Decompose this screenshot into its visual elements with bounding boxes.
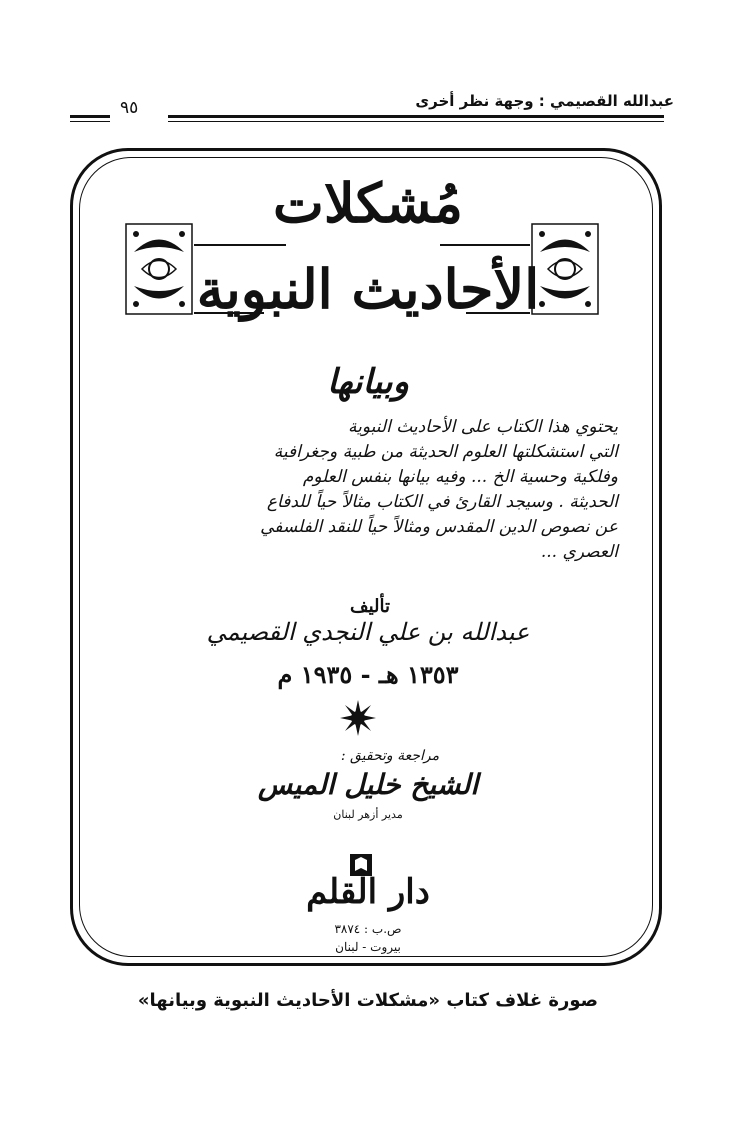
authorship-label: تأليف (349, 596, 391, 617)
reviewer-role: مدير أزهر لبنان (333, 808, 403, 821)
cover-title-line1: مُشكلات (273, 171, 463, 235)
reviewer-name: الشيخ خليل الميس (257, 768, 479, 801)
cover-description (100, 415, 618, 565)
description-line: العصري ... (540, 542, 618, 562)
header-rule-long (168, 115, 664, 118)
right-ornament-rule (440, 244, 530, 246)
star-ornament-icon (340, 700, 376, 736)
description-line: وفلكية وحسية الخ ... وفيه بيانها بنفس العلوم (302, 467, 618, 487)
header-rule-short (70, 115, 110, 118)
publisher-city: بيروت - لبنان (335, 940, 401, 954)
figure-caption: صورة غلاف كتاب «مشكلات الأحاديث النبوية وبيانها» (137, 990, 599, 1011)
cover-subtitle: وبيانها (327, 362, 409, 402)
cover-title-line2: الأحاديث النبوية (196, 257, 540, 321)
description-line: عن نصوص الدين المقدس ومثالاً حياً للنقد الفلسفي (260, 517, 618, 537)
publisher-po-box: ص.ب : ٣٨٧٤ (334, 922, 402, 936)
description-line: التي استشكلتها العلوم الحديثة من طبية وجغرافية (273, 442, 618, 462)
left-ornament-rule (194, 244, 286, 246)
header-rule-short-thin (70, 121, 110, 122)
description-line: يحتوي هذا الكتاب على الأحاديث النبوية (348, 417, 618, 437)
publisher-name: دار القلم (306, 872, 430, 912)
description-line: الحديثة . وسيجد القارئ في الكتاب مثالاً حياً للدفاع (266, 492, 618, 512)
page-number: ٩٥ (120, 98, 139, 118)
running-header-title: عبدالله القصيمي : وجهة نظر أخرى (415, 92, 674, 110)
publication-date: ١٣٥٣ هـ - ١٩٣٥ م (277, 660, 459, 689)
header-rule-long-thin (168, 121, 664, 122)
review-label: مراجعة وتحقيق : (340, 748, 440, 764)
author-name: عبدالله بن علي النجدي القصيمي (206, 618, 530, 646)
